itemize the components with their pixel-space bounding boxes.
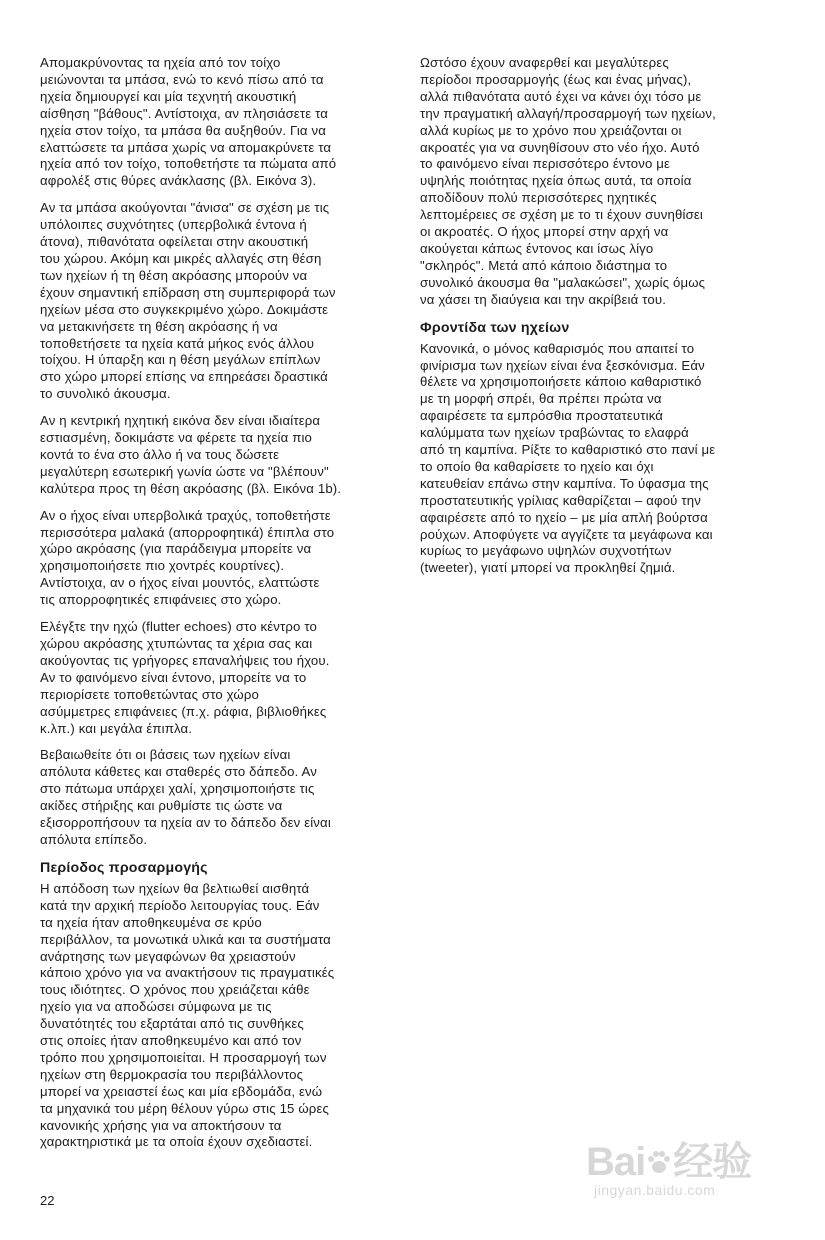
paragraph-center-image: Αν η κεντρική ηχητική εικόνα δεν είναι ιδιαίτερα εστιασμένη, δοκιμάστε να φέρετε τα ηχεία πιο κοντά το ένα στο άλλο ή να τους δώσετε μεγαλύτερη εσωτερική γωνία ώστε να "βλέπουν" καλύτερα προς τη θέση ακρόασης (βλ. Εικόνα 1b). [40, 413, 342, 496]
baidu-watermark [586, 1142, 786, 1202]
paragraph-break-in: Η απόδοση των ηχείων θα βελτιωθεί αισθητά κατά την αρχική περίοδο λειτουργίας τους. Εάν τα ηχεία ήταν αποθηκευμένα σε κρύο περιβάλλον, τα μονωτικά υλικά και τα συστήματα ανάρτησης των μεγαφώνων θα χρειαστούν κάποιο χρόνο για να ανακτήσουν τις πραγματικές τους ιδιότητες. Ο χρόνος που χρειάζεται κάθε ηχείο για να αποδώσει σύμφωνα με τις δυνατότητές του εξαρτάται από τις συνθήκες στις οποίες ήταν αποθηκευμένο και από τον τρόπο που χρησιμοποιείται. Η προσαρμογή των ηχείων στη θερμοκρασία του περιβάλλοντος μπορεί να χρειαστεί έως και μία εβδομάδα, ενώ τα μηχανικά του μέρη θέλουν γύρω στις 15 ώρες κανονικής χρήσης για να αποκτήσουν τα χαρακτηριστικά με τα οποία έχουν σχεδιαστεί. [40, 880, 335, 1150]
watermark-url: jingyan.baidu.com [594, 1182, 716, 1198]
watermark-logo-text-right: 经验 [673, 1140, 752, 1184]
paragraph-stands: Βεβαιωθείτε ότι οι βάσεις των ηχείων είναι απόλυτα κάθετες και σταθερές στο δάπεδο. Αν στο πάτωμα υπάρχει χαλί, χρησιμοποιήστε τις ακίδες στήριξης και ρυθμίστε τις ώστε να εξισορροπήσουν τα ηχεία αν το δάπεδο δεν είναι απόλυτα επίπεδο. [40, 747, 331, 847]
paragraph-flutter-echoes: Ελέγξτε την ηχώ (flutter echoes) στο κέντρο το χώρου ακρόασης χτυπώντας τα χέρια σας και ακούγοντας τις γρήγορες επαναλήψεις του ήχου. Αν το φαινόμενο είναι έντονο, μπορείτε να το περιορίσετε τοποθετώντας στο χώρο ασύμμετρες επιφάνειες (π.χ. ράφια, βιβλιοθήκες κ.λπ.) και μεγάλα έπιπλα. [40, 619, 330, 736]
paw-icon [645, 1149, 673, 1177]
page-number: 22 [40, 1193, 55, 1208]
paragraph-cleaning: Κανονικά, ο μόνος καθαρισμός που απαιτεί το φινίρισμα των ηχείων είναι ένα ξεσκόνισμα. Εάν θέλετε να χρησιμοποιήσετε κάποιο καθαριστικό με τη μορφή σπρέι, θα πρέπει πρώτα να αφαιρέσετε τα εμπρόσθια προστατευτικά καλύμματα των ηχείων τραβώντας το ελαφρά από τη καμπίνα. Ρίξτε το καθαριστικό στο πανί με το οποίο θα καθαρίσετε το ηχείο και όχι κατευθείαν επάνω στην καμπίνα. Το ύφασμα της προστατευτικής γρίλιας καθαρίζεται – αφού την αφαιρέσετε από το ηχείο – με μία απλή βούρτσα ρούχων. Αποφύγετε να αγγίζετε τα μεγάφωνα και κυρίως το μεγάφωνο υψηλών συχνοτήτων (tweeter), γιατί μπορεί να προκληθεί ζημιά. [420, 340, 716, 576]
watermark-logo-text-left: Bai [586, 1140, 646, 1184]
left-column [40, 55, 405, 1161]
paragraph-adjustment-period: Ωστόσο έχουν αναφερθεί και μεγαλύτερες περίοδοι προσαρμογής (έως και ένας μήνας), αλλά πιθανότατα αυτό έχει να κάνει όχι τόσο με την πραγματική αλλαγή/προσαρμογή των ηχείων, αλλά κυρίως με το χρόνο που χρειάζονται οι ακροατές για να συνηθίσουν στο νέο ήχο. Αυτό το φαινόμενο είναι περισσότερο έντονο με υψηλής ποιότητας ηχεία όπως αυτά, τα οποία αποδίδουν πολύ περισσότερες ηχητικές λεπτομέρειες σε σχέση με το τι έχουν συνηθίσει οι ακροατές. Ο ήχος μπορεί στην αρχή να ακούγεται κάπως έντονος και ίσως λίγο "σκληρός". Μετά από κάποιο διάστημα το συνολικό άκουσμα θα "μαλακώσει", χωρίς όμως να χάσει τη διαύγεια και την ακρίβειά του. [420, 55, 716, 307]
watermark-logo [586, 1142, 786, 1182]
heading-speaker-care: Φροντίδα των ηχείων [420, 319, 570, 336]
paragraph-uneven-bass: Αν τα μπάσα ακούγονται "άνισα" σε σχέση με τις υπόλοιπες συχνότητες (υπερβολικά έντονα ή άτονα), πιθανότατα οφείλεται στην ακουστική του χώρου. Ακόμη και μικρές αλλαγές στη θέση των ηχείων ή τη θέση ακρόασης μπορούν να έχουν σημαντική επίδραση στη συμπεριφορά των ηχείων μέσα στο συγκεκριμένο χώρο. Δοκιμάστε να μετακινήσετε τη θέση ακρόασης ή να τοποθετήσετε τα ηχεία κατά μήκος ενός άλλου τοίχου. Η ύπαρξη και η θέση μεγάλων επίπλων στο χώρο μπορεί επίσης να επηρεάσει δραστικά το συνολικό άκουσμα. [40, 200, 336, 402]
paragraph-harsh-sound: Αν ο ήχος είναι υπερβολικά τραχύς, τοποθετήστε περισσότερα μαλακά (απορροφητικά) έπιπλα στο χώρο ακρόασης (για παράδειγμα μπορείτε να χρησιμοποιήσετε πιο χοντρές κουρτίνες). Αντίστοιχα, αν ο ήχος είναι μουντός, ελαττώστε τις απορροφητικές επιφάνειες στο χώρο. [40, 507, 335, 608]
paragraph-speaker-distance: Απομακρύνοντας τα ηχεία από τον τοίχο μειώνονται τα μπάσα, ενώ το κενό πίσω από τα ηχεία δημιουργεί και μία τεχνητή ακουστική αίσθηση "βάθους". Αντίστοιχα, αν πλησιάσετε τα ηχεία στον τοίχο, τα μπάσα θα αυξηθούν. Για να ελαττώσετε τα μπάσα χωρίς να απομακρύνετε τα ηχεία από τον τοίχο, τοποθετήστε τα πώματα από αφρολέξ στις θύρες ανάκλασης (βλ. Εικόνα 3). [40, 55, 337, 189]
heading-break-in-period: Περίοδος προσαρμογής [40, 859, 208, 876]
right-column [420, 55, 785, 587]
